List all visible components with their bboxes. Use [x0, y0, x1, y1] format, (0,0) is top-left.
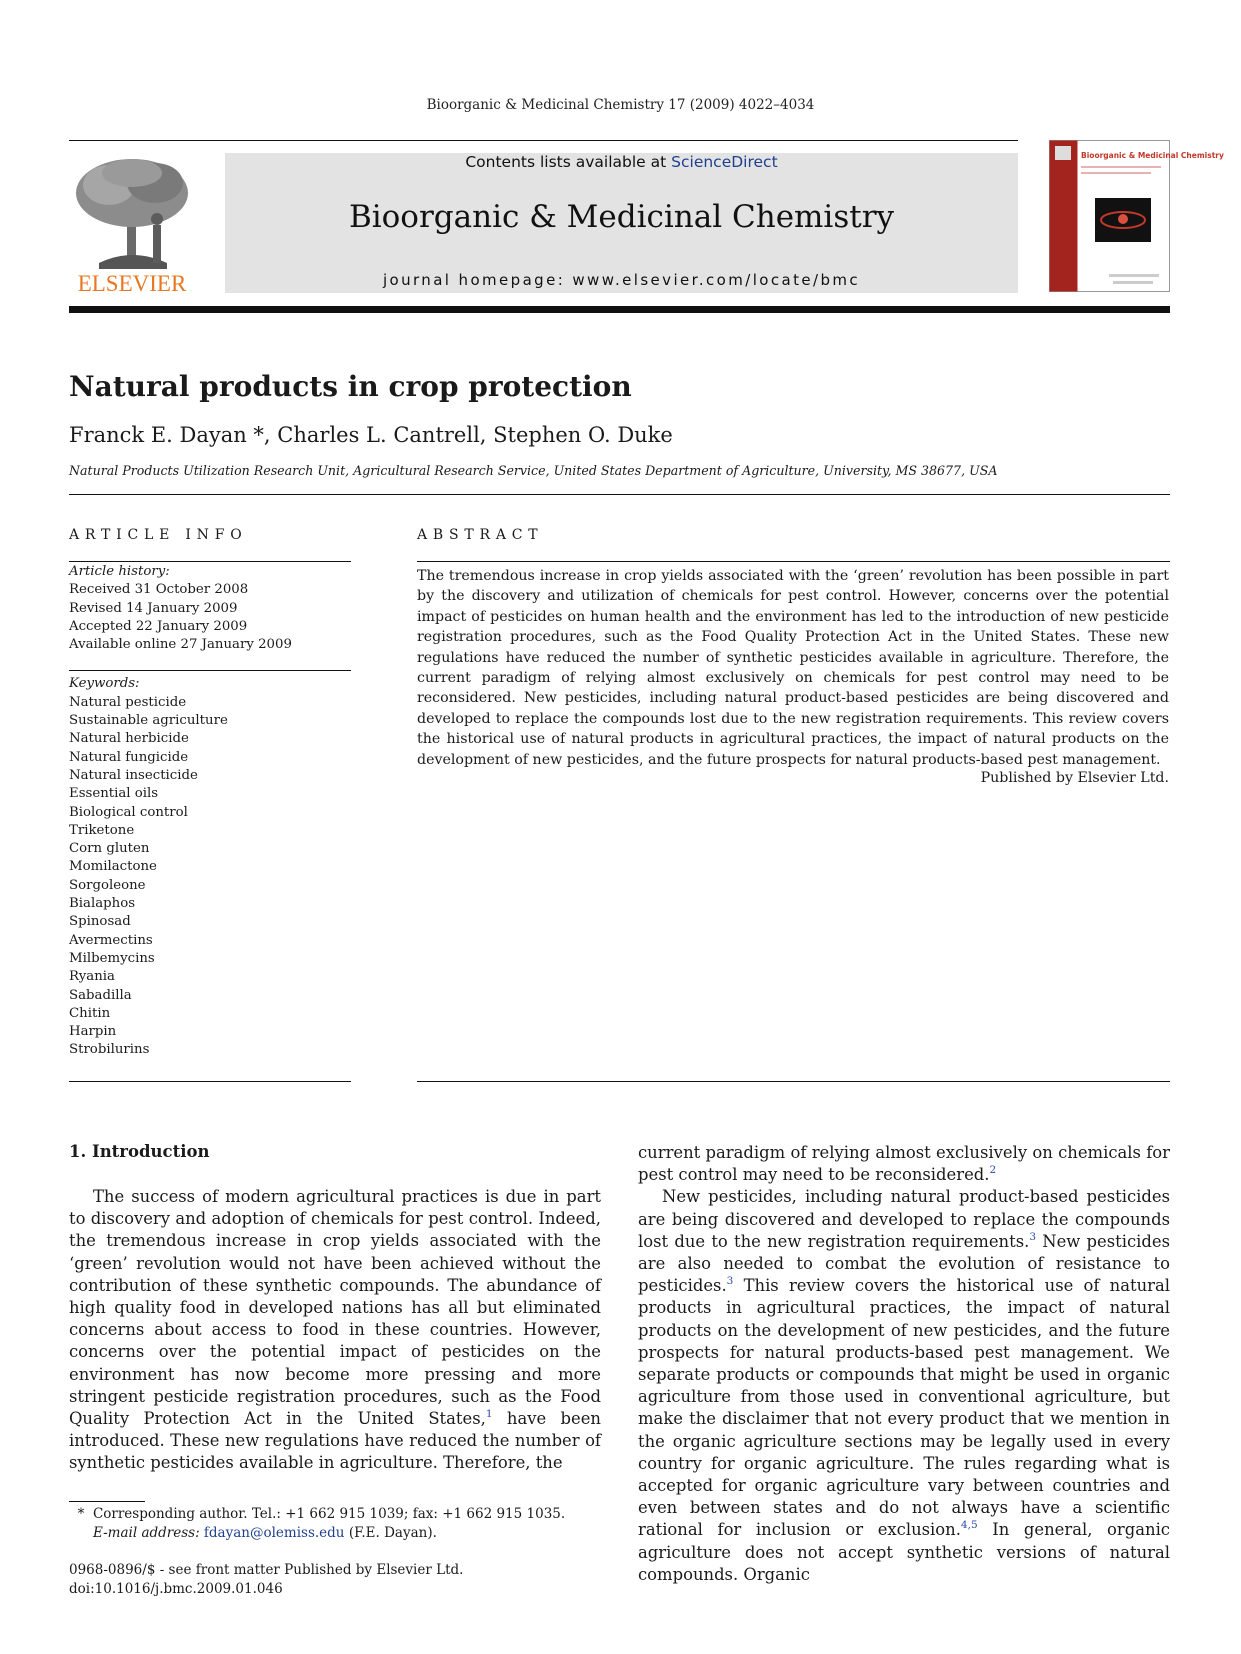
header-thick-rule [69, 306, 1170, 313]
history-revised: Revised 14 January 2009 [69, 600, 238, 616]
reference-link-3[interactable]: 3 [726, 1275, 734, 1288]
intro-text: New pesticides, including natural product-based pesticides are being discovered and developed to replace the compounds lost due to the new registration requirements. [638, 1187, 1170, 1251]
keywords-label: Keywords: [69, 676, 140, 692]
keywords-block [69, 670, 351, 1059]
intro-text: This review covers the historical use of natural products in agricultural practices, the impact of natural products on the development of new pesticides, and the future prospects for natural products-based pest management. We separate products or compounds that might be used in organic agriculture from those used in conventional agriculture, but make the disclaimer that not every product that we mention in the organic agriculture sections may be legally used in every country for organic agriculture. The rules regarding what is accepted for organic agriculture vary between countries and even between states and do not always have a scientific rational for inclusion or exclusion. [638, 1276, 1170, 1540]
intro-text: In general, organic agriculture does not accept synthetic versions of natural compounds. Organic [638, 1520, 1170, 1584]
publisher-note: Published by Elsevier Ltd. [980, 770, 1169, 786]
elsevier-wordmark: ELSEVIER [77, 271, 187, 296]
abstract-bottom-rule [417, 1081, 1170, 1082]
email-label: E-mail address: [93, 1525, 200, 1541]
article-info [69, 563, 351, 1060]
footnote-mark: * [77, 1506, 85, 1522]
keyword: Strobilurins [69, 1042, 150, 1058]
intro-text: current paradigm of relying almost exclusively on chemicals for pest control may need to be reconsidered. [638, 1143, 1170, 1185]
keyword: Essential oils [69, 786, 159, 802]
header-top-rule [69, 140, 1018, 141]
title-bottom-rule [69, 494, 1170, 495]
cover-title: Bioorganic & Medicinal Chemistry [1081, 151, 1224, 160]
elsevier-logo[interactable] [69, 155, 196, 295]
abstract-text: The tremendous increase in crop yields associated with the ‘green’ revolution has been possible in part by the discovery and utilization of chemicals for pest control. However, concerns over the potential impact of pesticides on human health and the environment has led to the introduction of new pesticide registration procedures, such as the Food Quality Protection Act in the United States. These new regulations have reduced the number of synthetic pesticides available in agriculture. Therefore, the current paradigm of relying almost exclusively on chemicals for pest control may need to be reconsidered. New pesticides, including natural product-based pesticides are being discovered and developed to replace the compounds lost due to the new registration requirements. This review covers the historical use of natural products in agricultural practices, the impact of natural products on the development of new pesticides, and the future prospects for natural products-based pest management. [417, 568, 1169, 768]
history-received: Received 31 October 2008 [69, 582, 249, 598]
reference-link-3[interactable]: 3 [1029, 1230, 1037, 1243]
history-online: Available online 27 January 2009 [69, 637, 292, 653]
keyword: Triketone [69, 822, 135, 838]
section-heading-introduction: 1. Introduction [69, 1142, 210, 1161]
article-info-heading: ARTICLE INFO [69, 527, 248, 543]
keyword: Avermectins [69, 932, 153, 948]
intro-text: The success of modern agricultural practices is due in part to discovery and adoption of chemicals for pest control. Indeed, the tremendous increase in crop yields associated with the ‘green’ revolution would not have been achieved without the contribution of these synthetic compounds. The abundance of high quality food in developed nations has all but eliminated concerns about access to food in these countries. However, concerns over the potential impact of pesticides on the environment has now become more pressing and more stringent pesticide registration procedures, such as the Food Quality Protection Act in the United States, [69, 1187, 601, 1429]
intro-text: New pesticides are also needed to combat the evolution of resistance to pesticides. [638, 1231, 1171, 1296]
intro-paragraph-1 [69, 1186, 601, 1475]
journal-citation: Bioorganic & Medicinal Chemistry 17 (2009) 4022–4034 [426, 97, 815, 113]
footnote-rule [69, 1501, 145, 1502]
article-info-bottom-rule [69, 1081, 351, 1082]
doi-line[interactable]: doi:10.1016/j.bmc.2009.01.046 [69, 1581, 283, 1597]
keyword: Natural fungicide [69, 749, 189, 765]
keyword: Chitin [69, 1005, 111, 1021]
article-title: Natural products in crop protection [69, 370, 632, 403]
keyword: Natural pesticide [69, 694, 187, 710]
history-label: Article history: [69, 564, 170, 579]
author-email-link[interactable]: fdayan@olemiss.edu [203, 1525, 345, 1541]
intro-paragraph-continued [638, 1142, 1170, 1186]
keyword: Sustainable agriculture [69, 713, 228, 729]
keyword: Spinosad [69, 914, 131, 930]
keyword: Harpin [69, 1024, 117, 1040]
article-info-rule [69, 561, 351, 562]
elsevier-tree-icon [69, 155, 196, 295]
keyword: Natural insecticide [69, 767, 198, 783]
article-authors: Franck E. Dayan *, Charles L. Cantrell, Stephen O. Duke [69, 423, 673, 447]
keyword: Corn gluten [69, 841, 150, 857]
keyword: Bialaphos [69, 896, 136, 912]
keyword: Natural herbicide [69, 731, 189, 747]
keyword: Biological control [69, 804, 188, 820]
issn-line: 0968-0896/$ - see front matter Published by Elsevier Ltd. [69, 1562, 464, 1578]
keyword: Sorgoleone [69, 877, 146, 893]
history-accepted: Accepted 22 January 2009 [69, 618, 248, 634]
reference-link-4-5[interactable]: 4,5 [960, 1519, 978, 1532]
keyword: Momilactone [69, 859, 157, 875]
footnote-line-2 [69, 1524, 565, 1543]
keyword: Milbemycins [69, 950, 155, 966]
sciencedirect-link[interactable]: ScienceDirect [671, 153, 778, 171]
abstract-rule [417, 561, 1170, 562]
footnote-contact: Corresponding author. Tel.: +1 662 915 1039; fax: +1 662 915 1035. [92, 1506, 566, 1522]
email-suffix: (F.E. Dayan). [348, 1525, 437, 1541]
body-left-column [69, 1186, 601, 1475]
body-right-column [638, 1142, 1170, 1586]
intro-paragraph-2 [638, 1186, 1170, 1586]
contents-prefix: Contents lists available at [465, 153, 667, 171]
keyword: Ryania [69, 969, 115, 985]
issn-doi [69, 1561, 463, 1599]
author-affiliation: Natural Products Utilization Research Unit, Agricultural Research Service, United States Department of Agriculture, University, MS 38677, USA [69, 463, 998, 478]
intro-text: have been introduced. These new regulations have reduced the number of synthetic pesticides available in agriculture. Therefore, the [69, 1409, 601, 1473]
corresponding-author-footnote [69, 1505, 565, 1543]
abstract-heading: ABSTRACT [417, 527, 544, 543]
contents-line [225, 153, 1018, 171]
keyword: Sabadilla [69, 987, 132, 1003]
journal-homepage[interactable]: journal homepage: www.elsevier.com/locate/bmc [382, 271, 861, 289]
cover-image [1049, 140, 1224, 292]
reference-link-2[interactable]: 2 [989, 1164, 997, 1177]
journal-title: Bioorganic & Medicinal Chemistry [348, 199, 895, 235]
journal-cover-thumbnail[interactable] [1049, 140, 1224, 292]
journal-banner [225, 153, 1018, 293]
reference-link-1[interactable]: 1 [485, 1408, 493, 1421]
footnote-line-1 [69, 1505, 565, 1524]
